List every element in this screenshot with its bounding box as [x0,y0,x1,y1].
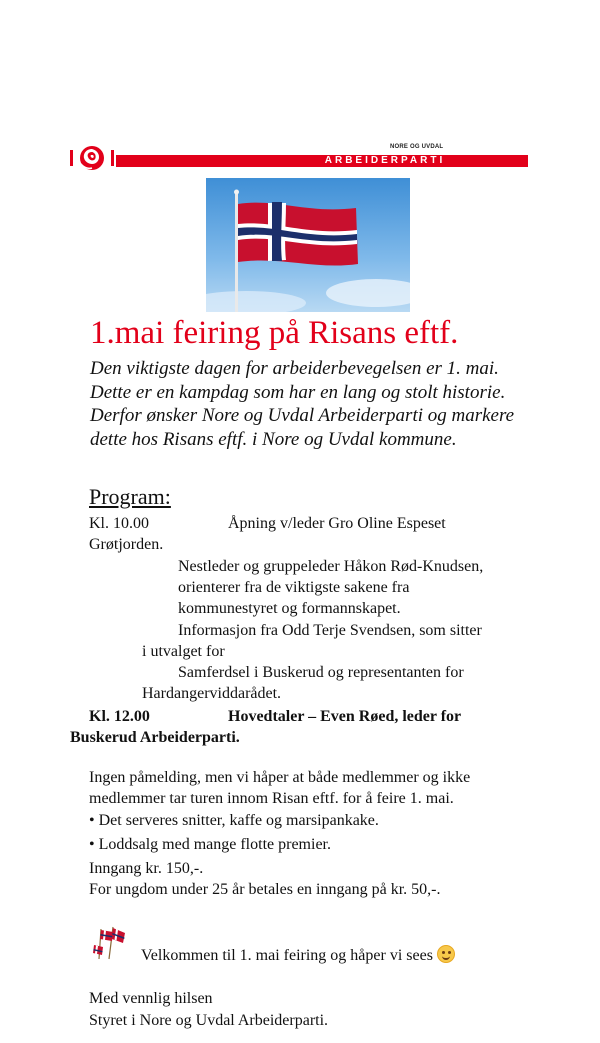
program-item-2-line-2: orienterer fra de viktigste sakene fra [178,579,410,596]
program-heading: Program: [89,484,171,509]
program-time-2: Kl. 12.00 [89,708,150,725]
program-item-3-line-3: Samferdsel i Buskerud og representanten for [178,664,464,681]
program-item-4-line-2: Buskerud Arbeiderparti. [70,729,240,746]
info-line-2: medlemmer tar turen innom Risan eftf. for å feire 1. mai. [89,790,454,807]
rose-logo-icon [70,144,114,172]
intro-paragraph: Den viktigste dagen for arbeiderbevegelsen er 1. mai. Dette er en kampdag som har en lang og stolt historie. Derfor ønsker Nore og Uvdal Arbeiderparti og markere dette hos Risans eftf. i Nore og Uvdal kommune. [90,358,515,450]
welcome-text: Velkommen til 1. mai feiring og håper vi sees [141,947,433,964]
norwegian-flags-icon [93,925,127,961]
program-item-1-line-1: Åpning v/leder Gro Oline Espeset [228,515,446,532]
program-item-3-line-1: Informasjon fra Odd Terje Svendsen, som sitter [178,622,482,639]
info-bullet-2: • Loddsalg med mange flotte premier. [89,834,331,855]
program-item-3-line-4: Hardangerviddarådet. [142,685,282,702]
program-time-1: Kl. 10.00 [89,515,149,532]
program-item-2-line-3: kommunestyret og formannskapet. [178,600,401,617]
program-item-4-line-1: Hovedtaler – Even Røed, leder for [228,708,462,725]
norwegian-flag-photo [206,178,410,312]
page-title: 1.mai feiring på Risans eftf. [90,315,459,351]
info-bullet-1: • Det serveres snitter, kaffe og marsipankake. [89,810,379,831]
header-main-text: ARBEIDERPARTI [324,155,446,166]
closing-line-2: Styret i Nore og Uvdal Arbeiderparti. [89,1012,329,1029]
program-item-2-line-1: Nestleder og gruppeleder Håkon Rød-Knudsen, [178,558,484,575]
price-line-2: For ungdom under 25 år betales en inngang på kr. 50,-. [89,881,441,898]
info-line-1: Ingen påmelding, men vi håper at både medlemmer og ikke [89,769,471,786]
header-small-text: NORE OG UVDAL [390,144,444,150]
smiley-emoji-icon [437,945,455,963]
closing-line-1: Med vennlig hilsen [89,990,213,1007]
program-item-1-line-2: Grøtjorden. [89,536,164,553]
price-line-1: Inngang kr. 150,-. [89,860,204,877]
program-item-3-line-2: i utvalget for [142,643,225,660]
welcome-line [141,945,455,966]
